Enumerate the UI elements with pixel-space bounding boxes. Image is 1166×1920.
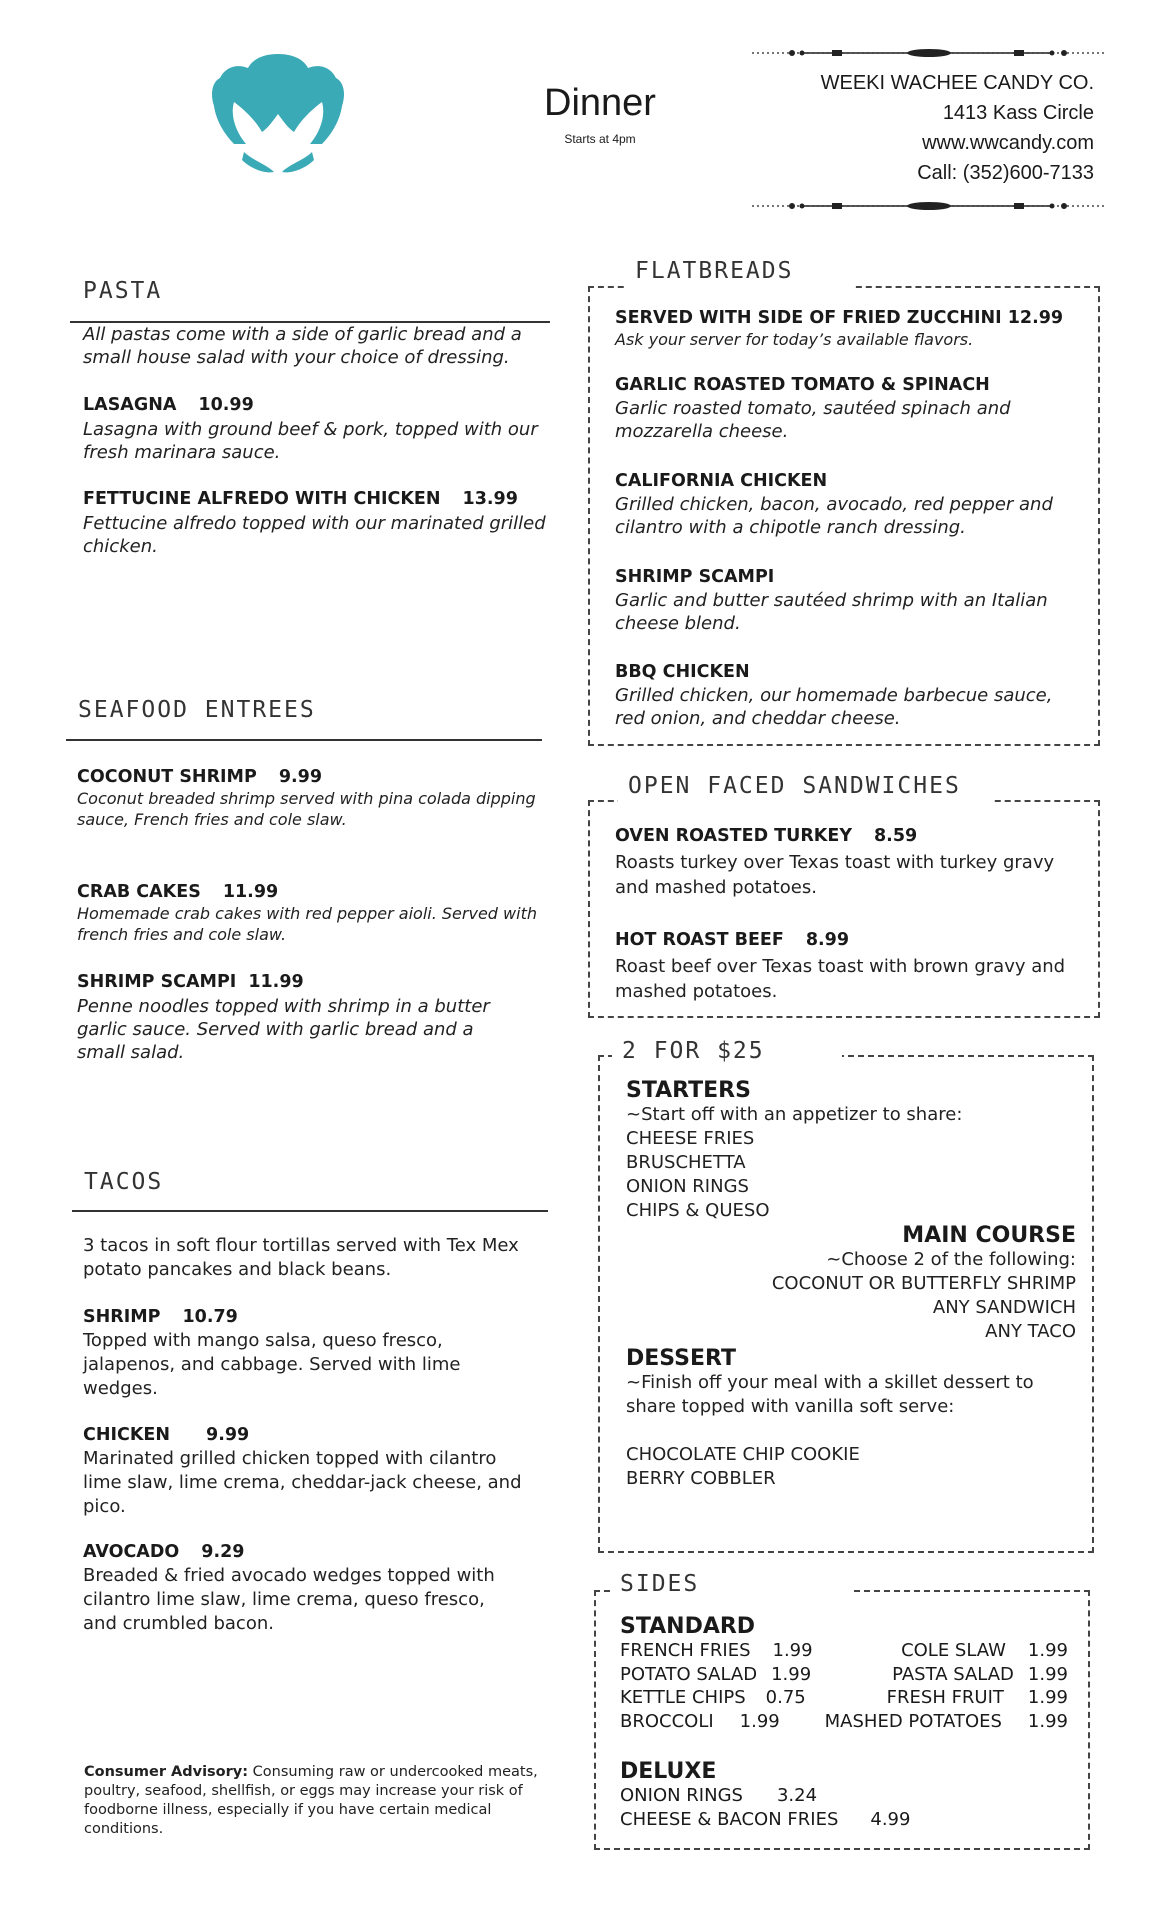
item-description: Grilled chicken, our homemade barbecue sauce, red onion, and cheddar cheese. <box>615 685 1053 729</box>
starter-item: BRUSCHETTA <box>626 1152 746 1173</box>
side-row <box>620 1686 1068 1710</box>
item-price: 9.99 <box>278 767 322 787</box>
side-price: 1.99 <box>1027 1663 1068 1685</box>
section-heading: SEAFOOD ENTREES <box>78 697 316 723</box>
menu-item <box>615 567 1075 635</box>
item-description: Grilled chicken, bacon, avocado, red pepper and cilantro with a chipotle ranch dressing. <box>615 494 1053 538</box>
main-course-title: MAIN COURSE <box>902 1223 1076 1248</box>
menu-item <box>83 1307 523 1401</box>
side-name: MASHED POTATOES <box>824 1710 1002 1732</box>
section-heading: PASTA <box>83 278 163 304</box>
item-description: Topped with mango salsa, queso fresco, jalapenos, and cabbage. Served with lime wedges. <box>83 1330 461 1399</box>
item-description: Coconut breaded shrimp served with pina colada dipping sauce, French fries and cole slaw. <box>77 789 536 829</box>
consumer-advisory <box>84 1763 544 1839</box>
menu-item <box>77 972 517 1064</box>
item-description: Breaded & fried avocado wedges topped with cilantro lime slaw, lime crema, queso fresco, and crumbled bacon. <box>83 1565 495 1634</box>
standard-title: STANDARD <box>620 1614 756 1639</box>
menu-item <box>77 882 537 945</box>
side-name: CHEESE & BACON FRIES <box>620 1808 839 1830</box>
dessert-item: BERRY COBBLER <box>626 1468 776 1489</box>
starter-item: CHEESE FRIES <box>626 1128 755 1149</box>
menu-title: Dinner <box>544 82 656 124</box>
side-name: COLE SLAW <box>901 1640 1006 1661</box>
menu-item <box>615 308 1085 351</box>
main-course-block <box>640 1223 1076 1344</box>
standard-sides <box>620 1614 1068 1733</box>
main-course-item: ANY SANDWICH <box>932 1297 1076 1318</box>
side-row <box>620 1784 1060 1808</box>
side-row <box>620 1663 1068 1687</box>
menu-item <box>615 826 1085 900</box>
seashell-logo-icon <box>208 52 348 177</box>
section-intro: All pastas come with a side of garlic bread and a small house salad with your choice of dressing. <box>83 324 522 368</box>
dessert-intro: ~Finish off your meal with a skillet dessert to share topped with vanilla soft serve: <box>626 1372 1034 1417</box>
item-name: CALIFORNIA CHICKEN <box>615 471 828 491</box>
dessert-title: DESSERT <box>626 1346 736 1371</box>
side-price: 1.99 <box>1027 1640 1068 1661</box>
side-name: ONION RINGS <box>620 1785 743 1806</box>
main-course-item: COCONUT OR BUTTERFLY SHRIMP <box>771 1273 1076 1294</box>
item-description: Homemade crab cakes with red pepper aioli. Served with french fries and cole slaw. <box>77 904 537 944</box>
deluxe-sides <box>620 1759 1060 1831</box>
item-name: CRAB CAKES <box>77 882 201 902</box>
side-name: POTATO SALAD <box>620 1663 758 1685</box>
section-heading: SIDES <box>610 1566 850 1602</box>
item-name: OVEN ROASTED TURKEY <box>615 826 852 846</box>
side-row <box>620 1710 1068 1734</box>
dessert-block <box>626 1346 1046 1491</box>
side-price: 1.99 <box>1027 1687 1068 1708</box>
item-price: 8.99 <box>805 930 850 950</box>
item-price: 13.99 <box>462 489 518 509</box>
menu-item <box>615 471 1075 539</box>
side-price: 0.75 <box>765 1687 806 1708</box>
main-course-item: ANY TACO <box>985 1321 1076 1342</box>
item-name: BBQ CHICKEN <box>615 662 750 682</box>
main-course-intro: ~Choose 2 of the following: <box>826 1249 1076 1270</box>
menu-item <box>77 767 537 830</box>
item-price: 8.59 <box>874 826 918 846</box>
item-name: GARLIC ROASTED TOMATO & SPINACH <box>615 375 990 395</box>
side-price: 1.99 <box>771 1663 812 1685</box>
section-heading: TACOS <box>84 1169 164 1195</box>
item-description: Lasagna with ground beef & pork, topped with our fresh marinara sauce. <box>83 419 538 463</box>
section-heading: FLATBREADS <box>625 253 855 289</box>
item-name: SHRIMP <box>83 1307 161 1327</box>
advisory-text: Consuming raw or undercooked meats, poultry, seafood, shellfish, or eggs may increase your risk of foodborne illness, especially if you have certain medical conditions. <box>84 1764 538 1837</box>
side-name: FRENCH FRIES <box>620 1640 751 1661</box>
menu-item <box>615 662 1085 730</box>
starters-block <box>626 1078 1066 1223</box>
business-address: 1413 Kass Circle <box>942 102 1094 124</box>
starters-intro: ~Start off with an appetizer to share: <box>626 1104 963 1125</box>
side-price: 1.99 <box>772 1640 813 1661</box>
menu-item <box>83 395 548 464</box>
item-description: Roast beef over Texas toast with brown gravy and mashed potatoes. <box>615 956 1066 1002</box>
section-heading: 2 FOR $25 <box>612 1033 842 1069</box>
side-name: BROCCOLI <box>620 1710 714 1732</box>
item-note: Ask your server for today’s available flavors. <box>615 330 974 349</box>
business-website[interactable]: www.wwcandy.com <box>922 132 1094 154</box>
item-description: Fettucine alfredo topped with our marinated grilled chicken. <box>83 513 546 557</box>
item-description: Garlic roasted tomato, sautéed spinach and mozzarella cheese. <box>615 398 1011 442</box>
menu-subtitle: Starts at 4pm <box>564 132 636 146</box>
item-price: 9.99 <box>206 1425 250 1445</box>
section-intro: 3 tacos in soft flour tortillas served with Tex Mex potato pancakes and black beans. <box>83 1235 519 1280</box>
item-price: 11.99 <box>248 972 304 992</box>
business-phone[interactable]: Call: (352)600-7133 <box>917 162 1094 184</box>
item-name: FETTUCINE ALFREDO WITH CHICKEN <box>83 489 441 509</box>
side-name: KETTLE CHIPS <box>620 1687 746 1708</box>
deluxe-title: DELUXE <box>620 1759 717 1784</box>
advisory-label: Consumer Advisory: <box>84 1764 249 1780</box>
section-rule <box>66 739 542 741</box>
ornament-divider-bottom <box>752 198 1106 214</box>
menu-item <box>615 375 1075 443</box>
item-description: Roasts turkey over Texas toast with turkey gravy and mashed potatoes. <box>615 852 1055 898</box>
item-name: COCONUT SHRIMP <box>77 767 257 787</box>
item-price: 10.79 <box>182 1307 238 1327</box>
menu-item <box>83 1425 523 1519</box>
item-name: SERVED WITH SIDE OF FRIED ZUCCHINI 12.99 <box>615 308 1064 328</box>
item-name: SHRIMP SCAMPI <box>615 567 775 587</box>
item-name: LASAGNA <box>83 395 177 415</box>
item-name: SHRIMP SCAMPI <box>77 972 237 992</box>
item-description: Garlic and butter sautéed shrimp with an Italian cheese blend. <box>615 590 1048 634</box>
side-price: 1.99 <box>1027 1710 1068 1732</box>
section-heading: OPEN FACED SANDWICHES <box>618 768 994 804</box>
side-price: 4.99 <box>870 1808 911 1830</box>
menu-item <box>83 489 548 558</box>
item-description: Penne noodles topped with shrimp in a butter garlic sauce. Served with garlic bread and a small salad. <box>77 996 490 1063</box>
side-price: 3.24 <box>776 1785 818 1806</box>
side-price: 1.99 <box>739 1710 780 1732</box>
item-price: 11.99 <box>222 882 279 902</box>
menu-item <box>615 930 1085 1004</box>
item-price: 10.99 <box>198 395 254 415</box>
ornament-divider-top <box>752 45 1106 61</box>
menu-item <box>83 1542 523 1636</box>
business-info <box>760 68 1094 188</box>
side-name: PASTA SALAD <box>892 1663 1014 1685</box>
item-name: CHICKEN <box>83 1425 171 1445</box>
side-row <box>620 1639 1068 1663</box>
dessert-item: CHOCOLATE CHIP COOKIE <box>626 1444 860 1465</box>
item-name: AVOCADO <box>83 1542 180 1562</box>
side-row <box>620 1808 1060 1832</box>
business-name: WEEKI WACHEE CANDY CO. <box>820 72 1094 94</box>
item-description: Marinated grilled chicken topped with cilantro lime slaw, lime crema, cheddar-jack cheese, and pico. <box>83 1448 522 1517</box>
side-name: FRESH FRUIT <box>886 1687 1004 1708</box>
starters-title: STARTERS <box>626 1078 751 1103</box>
item-name: HOT ROAST BEEF <box>615 930 784 950</box>
starter-item: CHIPS & QUESO <box>626 1200 770 1221</box>
starter-item: ONION RINGS <box>626 1176 749 1197</box>
section-rule <box>72 1210 548 1212</box>
item-price: 9.29 <box>201 1542 245 1562</box>
